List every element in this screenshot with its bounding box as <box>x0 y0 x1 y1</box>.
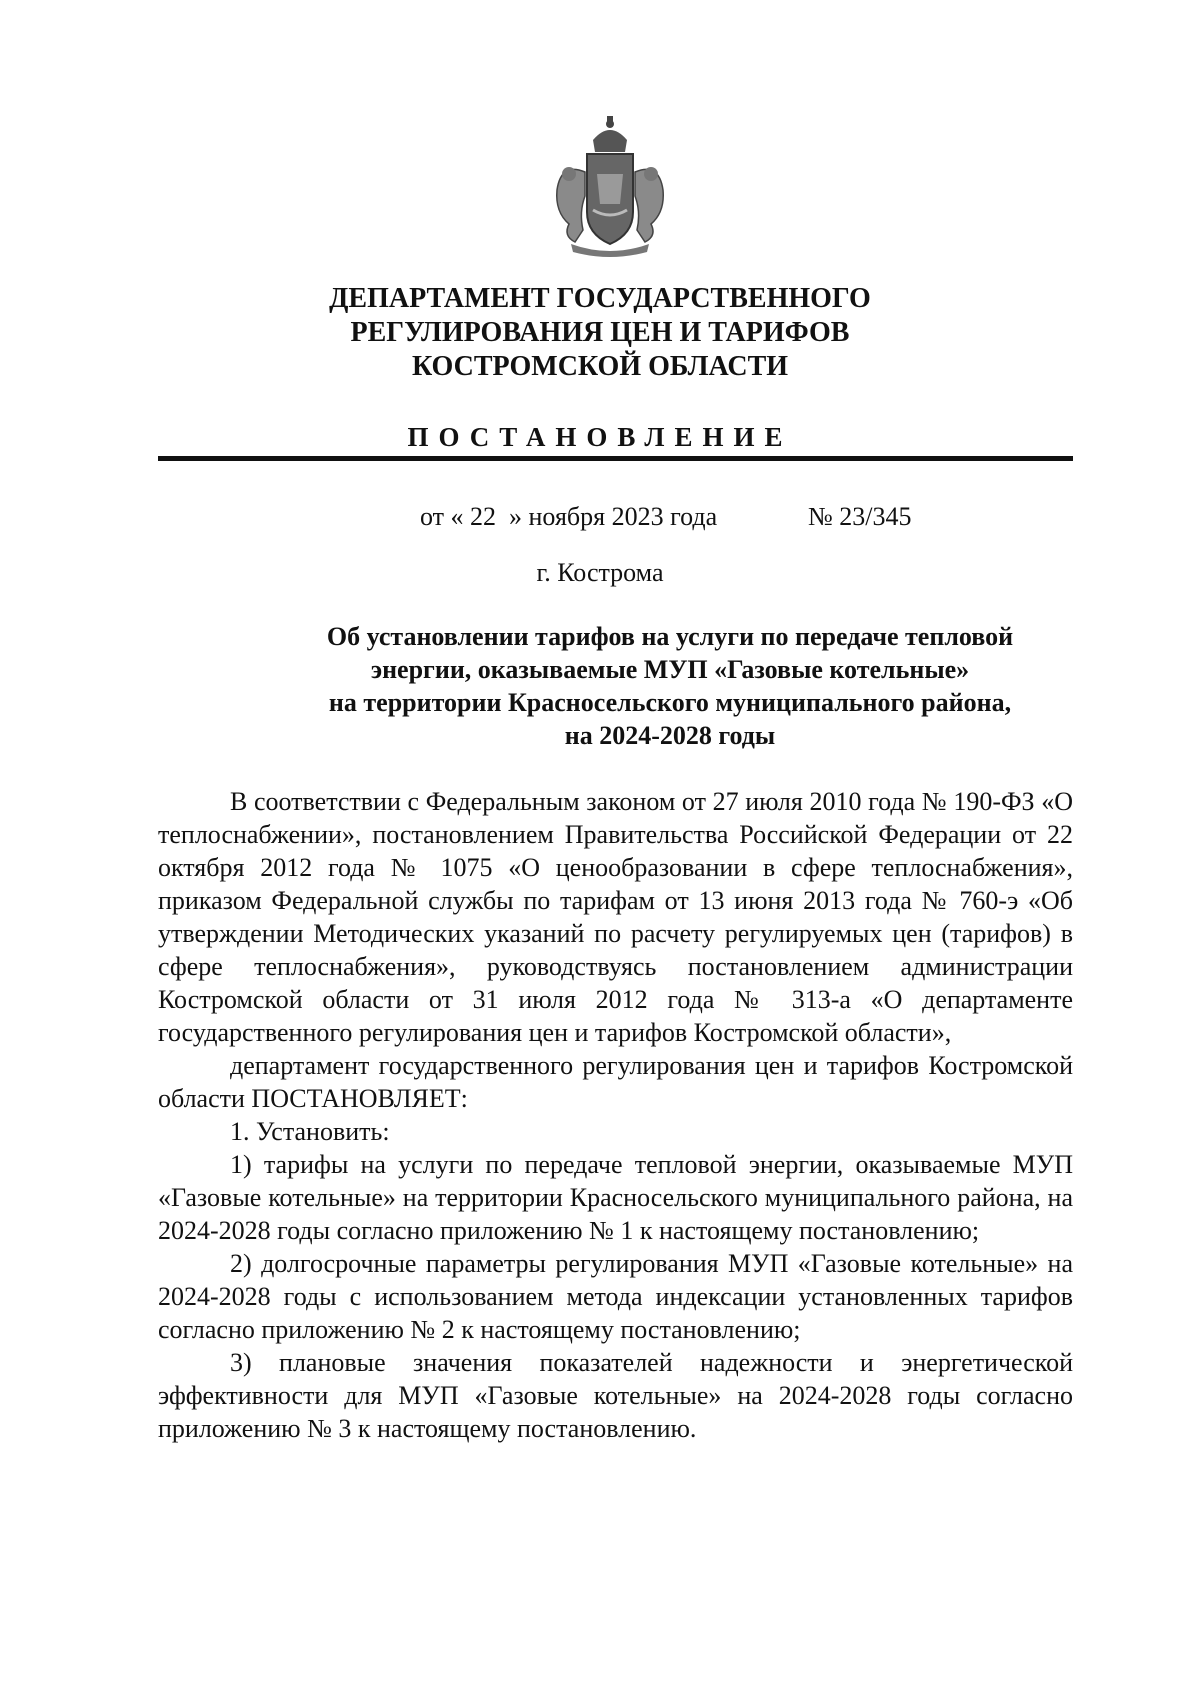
resolves-paragraph: департамент государственного регулирования цен и тарифов Костромской области ПОСТАНОВЛЯЕТ: <box>158 1051 1073 1113</box>
subject-line: энергии, оказываемые МУП «Газовые котельные» <box>370 655 970 684</box>
subject-line: Об установлении тарифов на услуги по передаче тепловой <box>326 622 1014 651</box>
document-number: № 23/345 <box>808 502 912 531</box>
document-city: г. Кострома <box>536 558 664 587</box>
document-type: ПОСТАНОВЛЕНИЕ <box>407 422 793 452</box>
department-line: ДЕПАРТАМЕНТ ГОСУДАРСТВЕННОГО <box>329 283 871 314</box>
header-divider <box>158 456 1073 461</box>
document-body <box>158 785 1073 1445</box>
subitem-2: 2) долгосрочные параметры регулирования МУП «Газовые котельные» на 2024-2028 годы с использованием метода индексации установленных тарифов согласно приложению № 2 к настоящему постановлению; <box>158 1249 1073 1344</box>
department-name <box>0 282 1200 384</box>
document-subject <box>230 620 1110 752</box>
item-1: 1. Установить: <box>230 1117 390 1146</box>
document-date: от « 22 » ноября 2023 года <box>420 502 718 531</box>
subitem-1: 1) тарифы на услуги по передаче тепловой энергии, оказываемые МУП «Газовые котельные» на территории Красносельского муниципального района, на 2024-2028 годы согласно приложению № 1 к настоящему постановлению; <box>158 1150 1073 1245</box>
subject-line: на 2024-2028 годы <box>564 721 776 750</box>
preamble-paragraph: В соответствии с Федеральным законом от 27 июля 2010 года № 190-ФЗ «О теплоснабжении», постановлением Правительства Российской Федерации от 22 октября 2012 года № 1075 «О ценообразовании в сфере теплоснабжения», приказом Федеральной службы по тарифам от 13 июня 2013 года № 760-э «Об утверждении Методических указаний по расчету регулируемых цен (тарифов) в сфере теплоснабжения», руководствуясь постановлением администрации Костромской области от 31 июля 2012 года № 313-а «О департаменте государственного регулирования цен и тарифов Костромской области», <box>158 787 1073 1047</box>
department-line: РЕГУЛИРОВАНИЯ ЦЕН И ТАРИФОВ <box>350 317 850 348</box>
coat-of-arms-icon <box>535 112 685 262</box>
department-line: КОСТРОМСКОЙ ОБЛАСТИ <box>411 351 789 382</box>
subitem-3: 3) плановые значения показателей надежности и энергетической эффективности для МУП «Газовые котельные» на 2024-2028 годы согласно приложению № 3 к настоящему постановлению. <box>158 1348 1073 1443</box>
subject-line: на территории Красносельского муниципального района, <box>328 688 1012 717</box>
